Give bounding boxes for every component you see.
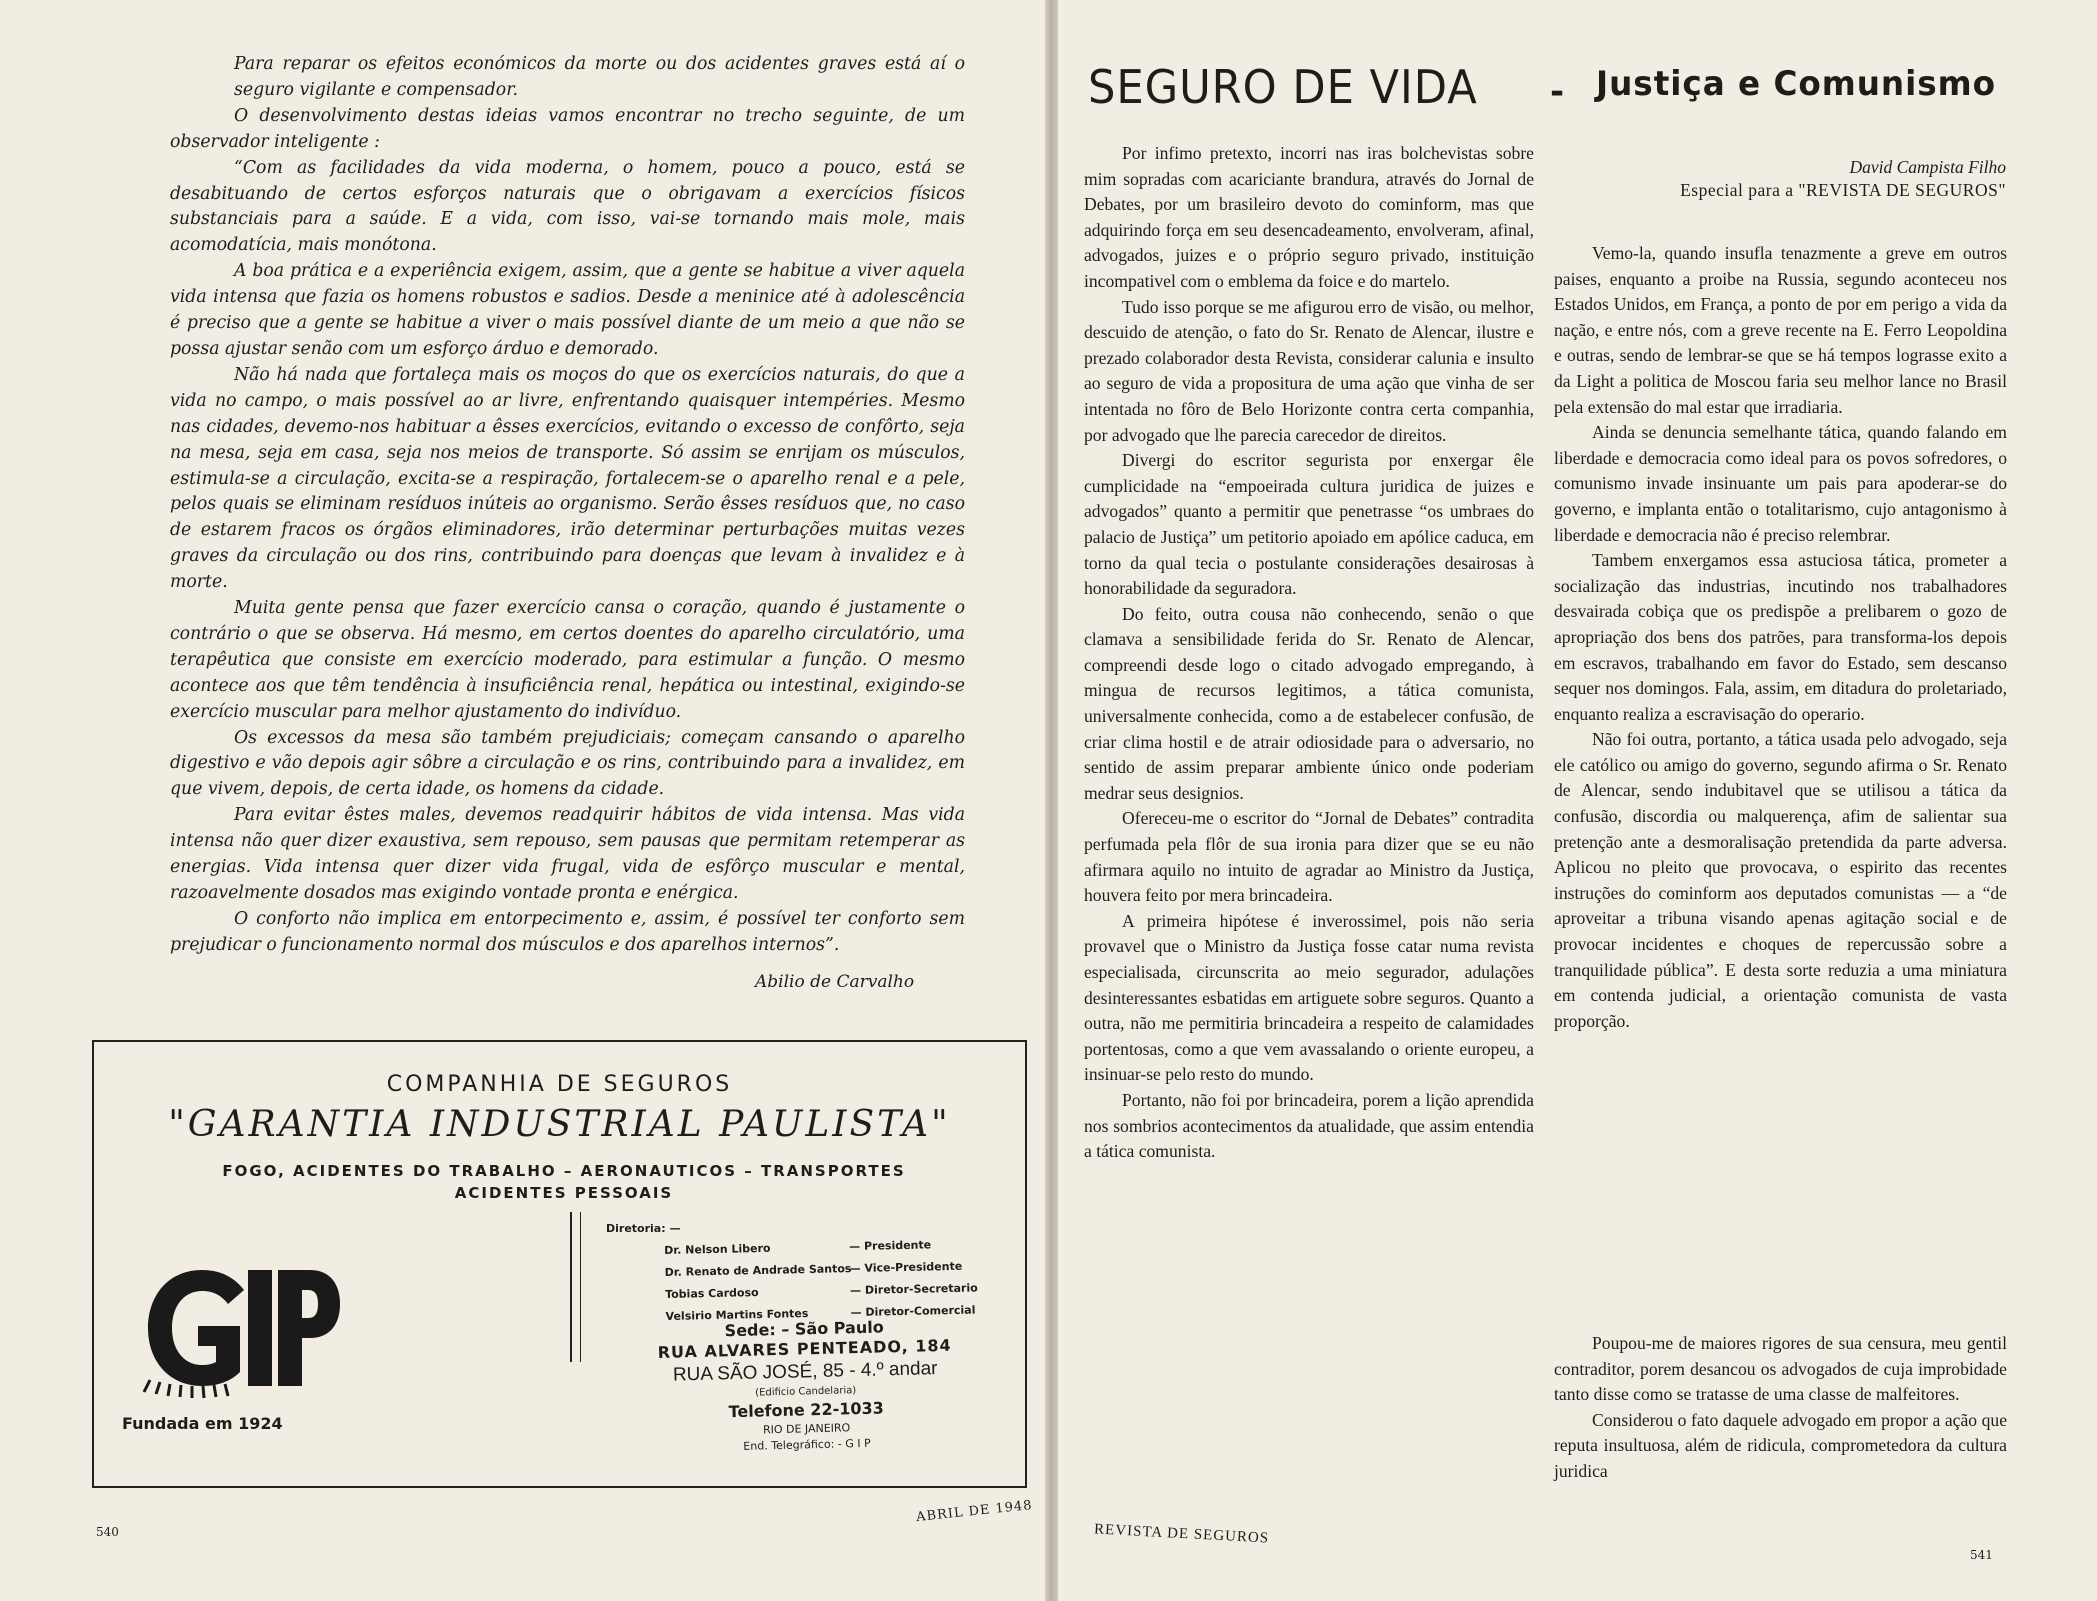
right-page-number: 541 bbox=[1970, 1548, 1993, 1562]
ad-city: RIO DE JANEIRO bbox=[762, 1421, 851, 1437]
ad-phone: Telefone 22-1033 bbox=[728, 1398, 884, 1422]
column-paragraph: Tambem enxergamos essa astuciosa tática, prometer a socialização das industrias, incutindo nos trabalhadores desvairada cobiça que os predispõe a prelibarem o gozo de apropriação dos bens dos patrões, para transforma-los depois em escravos, trabalhando em favor do Estado, sem descanso sequer nos domingos. Fala, assim, em ditadura do proletariado, enquanto realiza a escravisação do operario. bbox=[1554, 550, 2007, 724]
column-paragraph: Tudo isso porque se me afigurou erro de visão, ou melhor, descuido de atenção, o fato do Sr. Renato de Alencar, ilustre e prezado colaborador desta Revista, considerar calunia e insulto ao seguro de vida a propositura de uma ação que vinha de ser intentada no fôro de Belo Horizonte contra certa companhia, por advogado que lhe parecia carecedor de direitos. bbox=[1084, 296, 1534, 445]
byline-author: David Campista Filho bbox=[1849, 157, 2006, 177]
director-role: — Presidente bbox=[849, 1238, 932, 1254]
article-column-2-continued bbox=[1554, 1331, 2007, 1485]
director-role: — Diretor-Secretario bbox=[849, 1281, 978, 1298]
column-paragraph: A primeira hipótese é inverossimel, pois não seria provavel que o Ministro da Justiça fosse catar numa revista especialisada, circunscrita ao meio segurador, adulações desinteressantes esbatidas em artiguete sobre seguros. Quanto a outra, não me permitiria brincadeira a respeito de calamidades portentosas, como a que vem avassalando o oriente europeu, a insinuar-se pelo resto do mundo. bbox=[1084, 910, 1534, 1085]
left-paragraph: Os excessos da mesa são também prejudiciais; começam cansando o aparelho digestivo e vão depois agir sôbre a circulação e os rins, contribuindo para a invalidez, em que vivem, depois, de certa idade, os homens da cidade. bbox=[170, 727, 965, 800]
column-paragraph: Poupou-me de maiores rigores de sua censura, meu gentil contraditor, porem desancou os advogados de cuja improbidade tanto disse como se tratasse de uma classe de malfeitores. bbox=[1554, 1333, 2007, 1405]
ad-divider bbox=[570, 1212, 581, 1362]
left-article-author: Abilio de Carvalho bbox=[755, 972, 915, 992]
column-paragraph: Considerou o fato daquele advogado em propor a ação que reputa insultuosa, além de ridicula, comprometedora da cultura juridica bbox=[1554, 1409, 2007, 1481]
logo-text: GIP bbox=[140, 1252, 142, 1253]
ad-telegraphic: End. Telegráfico: - G I P bbox=[743, 1436, 871, 1453]
column-paragraph: Divergi do escritor segurista por enxergar êle cumplicidade na “empoeirada cultura juridica de juizes e advogados” quanto a permitir que penetrasse “os umbraes do palacio de Justiça” um petitorio apoiado em apólice caduca, em torno da qual tecia o postulante considerações desairosas à honorabilidade da seguradora. bbox=[1084, 450, 1534, 599]
director-name: Dr. Nelson Libero bbox=[664, 1241, 771, 1257]
article-title: SEGURO DE VIDA bbox=[1088, 60, 1478, 114]
left-article bbox=[170, 52, 965, 959]
left-paragraph: Para reparar os efeitos económicos da morte ou dos acidentes graves está aí o seguro vigilante e compensador. bbox=[234, 54, 965, 100]
left-paragraph: A boa prática e a experiência exigem, assim, que a gente se habitue a viver aquela vida intensa que fazia os homens robustos e sadios. Desde a meninice até à adolescência é preciso que a gente se habitue a viver o mais possível diante de um meio a que não se possa ajustar senão com um esforço árduo e demorado. bbox=[170, 261, 965, 359]
ad-directors-list bbox=[664, 1233, 978, 1328]
left-page-number: 540 bbox=[96, 1525, 119, 1539]
column-paragraph: Por infimo pretexto, incorri nas iras bolchevistas sobre mim sopradas com acariciante brandura, através do Jornal de Debates, por um brasileiro devoto do cominform, mas que adquirindo força em seu desencadeamento, envolveram, afinal, advogados, juizes e o próprio seguro privado, instituição incompativel com o emblema da foice e do martelo. bbox=[1084, 143, 1534, 291]
ad-coverage-lines bbox=[174, 1160, 954, 1204]
ad-founded: Fundada em 1924 bbox=[122, 1414, 283, 1433]
director-name: Tobias Cardoso bbox=[665, 1286, 759, 1301]
ad-directors-title: Diretoria: — bbox=[606, 1222, 681, 1235]
left-paragraph: O conforto não implica em entorpecimento e, assim, é possível ter conforto sem prejudicar o funcionamento normal dos músculos e dos aparelhos internos”. bbox=[170, 908, 965, 955]
column-paragraph: Ainda se denuncia semelhante tática, quando falando em liberdade e democracia como ideal para os povos sofredores, o comunismo invade insinuante um pais para apoderar-se do governo, e implanta então o totalitarismo, cujo antagonismo à liberdade e democracia não é preciso relembrar. bbox=[1554, 422, 2007, 545]
column-paragraph: Ofereceu-me o escritor do “Jornal de Debates” contradita perfumada pela flôr de sua ironia para dizer que se eu não afirmara aquilo no intuito de agradar ao Ministro da Justiça, houvera feito por mera brincadeira. bbox=[1084, 808, 1534, 906]
right-page bbox=[1058, 0, 2097, 1601]
column-paragraph: Do feito, outra cousa não conhecendo, senão o que clamava a sensibilidade ferida do Sr. Renato de Alencar, compreendi desde logo o citado advogado empregando, à mingua de recursos legitimos, a tática comunista, universalmente conhecida, como a de estabelecer confusão, de criar clima hostil e de atrair odiosidade para o adversario, no sentido de assim preparar ambiente único onde poderiam medrar seus designios. bbox=[1084, 603, 1534, 803]
article-column-2 bbox=[1554, 241, 2007, 1034]
column-paragraph: Vemo-la, quando insufla tenazmente a greve em outros paises, enquanto a proibe na Russia, segundo aconteceu nos Estados Unidos, em França, a ponto de por em perigo a vida da nação, e entre nós, com a greve recente na E. Ferro Leopoldina e outras, sendo de lembrar-se que se há tempos lograsse exito a da Light a politica de Moscou faria seu melhor lance no Brasil pela extensão do mal estar que irradiaria. bbox=[1554, 243, 2007, 417]
ad-address-rj: RUA SÃO JOSÉ, 85 - 4.º andar bbox=[672, 1358, 938, 1386]
column-paragraph: Não foi outra, portanto, a tática usada pelo advogado, seja ele católico ou amigo do governo, segundo afirma o Sr. Renato de Alencar, sendo indubitavel que se utilisou a tática da confusão, discordia ou malquerença, afim de salientar sua pretenção ante a desmoralisação pretendida da parte adversa. Aplicou no pleito que provocava, o espirito das recentes instruções do cominform aos deputados comunistas — a “de aproveitar a tribuna visando apenas agitação social e de provocar incidentes e choques de repercussão sobre a tranquilidade pública”. E desta sorte reduzia a uma miniatura em contenda judicial, a orientação comunista de vasta proporção. bbox=[1554, 729, 2007, 1031]
ad-address-sp: RUA ALVARES PENTEADO, 184 bbox=[657, 1335, 952, 1362]
left-page bbox=[0, 0, 1045, 1601]
book-gutter bbox=[1045, 0, 1058, 1601]
right-footer-title: REVISTA DE SEGUROS bbox=[1093, 1521, 1270, 1547]
ad-company-label: COMPANHIA DE SEGUROS bbox=[386, 1072, 733, 1097]
left-paragraph: Não há nada que fortaleça mais os moços do que os exercícios naturais, do que a vida no campo, o mais possível ao ar livre, enfrentando quaisquer intempéries. Mesmo nas cidades, devemo-nos habituar a êsses exercícios, evitando o excesso de confôrto, seja na mesa, seja em casa, seja nos meios de transporte. Só assim se enrijam os músculos, estimula-se a circulação, excita-se a respiração, fortalecem-se o aparelho renal e a pele, pelos quais se eliminam resíduos inúteis ao organismo. Serão êsses resíduos que, no caso de estarem fracos os órgãos eliminadores, irão determinar perturbações muitas vezes graves da circulação ou dos rins, contribuindo para doenças que levam à invalidez e à morte. bbox=[170, 364, 965, 593]
left-paragraph: Para evitar êstes males, devemos readquirir hábitos de vida intensa. Mas vida intensa não quer dizer exaustiva, sem repouso, sem pausas que permitam retemperar as energias. Vida intensa quer dizer vida frugal, vida de esfôrço muscular e mental, razoavelmente dosados mas exigindo vontade pronta e enérgica. bbox=[170, 805, 965, 903]
left-footer-date: ABRIL DE 1948 bbox=[915, 1497, 1034, 1526]
director-role: — Vice-Presidente bbox=[849, 1259, 963, 1276]
gip-logo bbox=[140, 1252, 340, 1402]
left-paragraph: O desenvolvimento destas ideias vamos encontrar no trecho seguinte, de um observador inteligente : bbox=[170, 105, 965, 152]
article-subtitle: Justiça e Comunismo bbox=[1596, 64, 1997, 104]
director-name: Dr. Renato de Andrade Santos bbox=[664, 1262, 852, 1279]
left-paragraph: “Com as facilidades da vida moderna, o homem, pouco a pouco, está se desabituando de certos esforços naturais que o obrigavam a exercícios físicos substanciais para a saúde. E a vida, com isso, vai-se tornando mais mole, mais acomodatícia, mais monótona. bbox=[170, 157, 965, 256]
article-column-1 bbox=[1084, 141, 1534, 1165]
left-paragraph: Muita gente pensa que fazer exercício cansa o coração, quando é justamente o contrário o que se observa. Há mesmo, em certos doentes do aparelho circulatório, uma terapêutica que consiste em exercício moderado, para estimular a função. O mesmo acontece aos que têm tendência à insuficiência renal, hepática ou intestinal, exigindo-se exercício muscular para melhor ajustamento do indivíduo. bbox=[170, 598, 965, 722]
ad-building: (Edificio Candelaria) bbox=[755, 1385, 857, 1399]
insurance-advertisement bbox=[92, 1040, 1027, 1488]
ad-company-name: "GARANTIA INDUSTRIAL PAULISTA" bbox=[168, 1104, 951, 1145]
ad-coverage-line: FOGO, ACIDENTES DO TRABALHO – AERONAUTICOS – TRANSPORTES bbox=[222, 1162, 906, 1180]
director-role: — Diretor-Comercial bbox=[850, 1303, 976, 1320]
ad-addresses bbox=[614, 1315, 997, 1458]
ad-sede: Sede: – São Paulo bbox=[724, 1317, 884, 1341]
column-paragraph: Portanto, não foi por brincadeira, porem a lição aprendida nos sombrios acontecimentos da atualidade, que assim entendia a tática comunista. bbox=[1084, 1089, 1534, 1162]
ad-coverage-line: ACIDENTES PESSOAIS bbox=[454, 1184, 674, 1202]
director-name: Velsirio Martins Fontes bbox=[665, 1306, 809, 1323]
title-dash: - bbox=[1550, 72, 1565, 112]
byline-note: Especial para a "REVISTA DE SEGUROS" bbox=[1680, 180, 2006, 200]
